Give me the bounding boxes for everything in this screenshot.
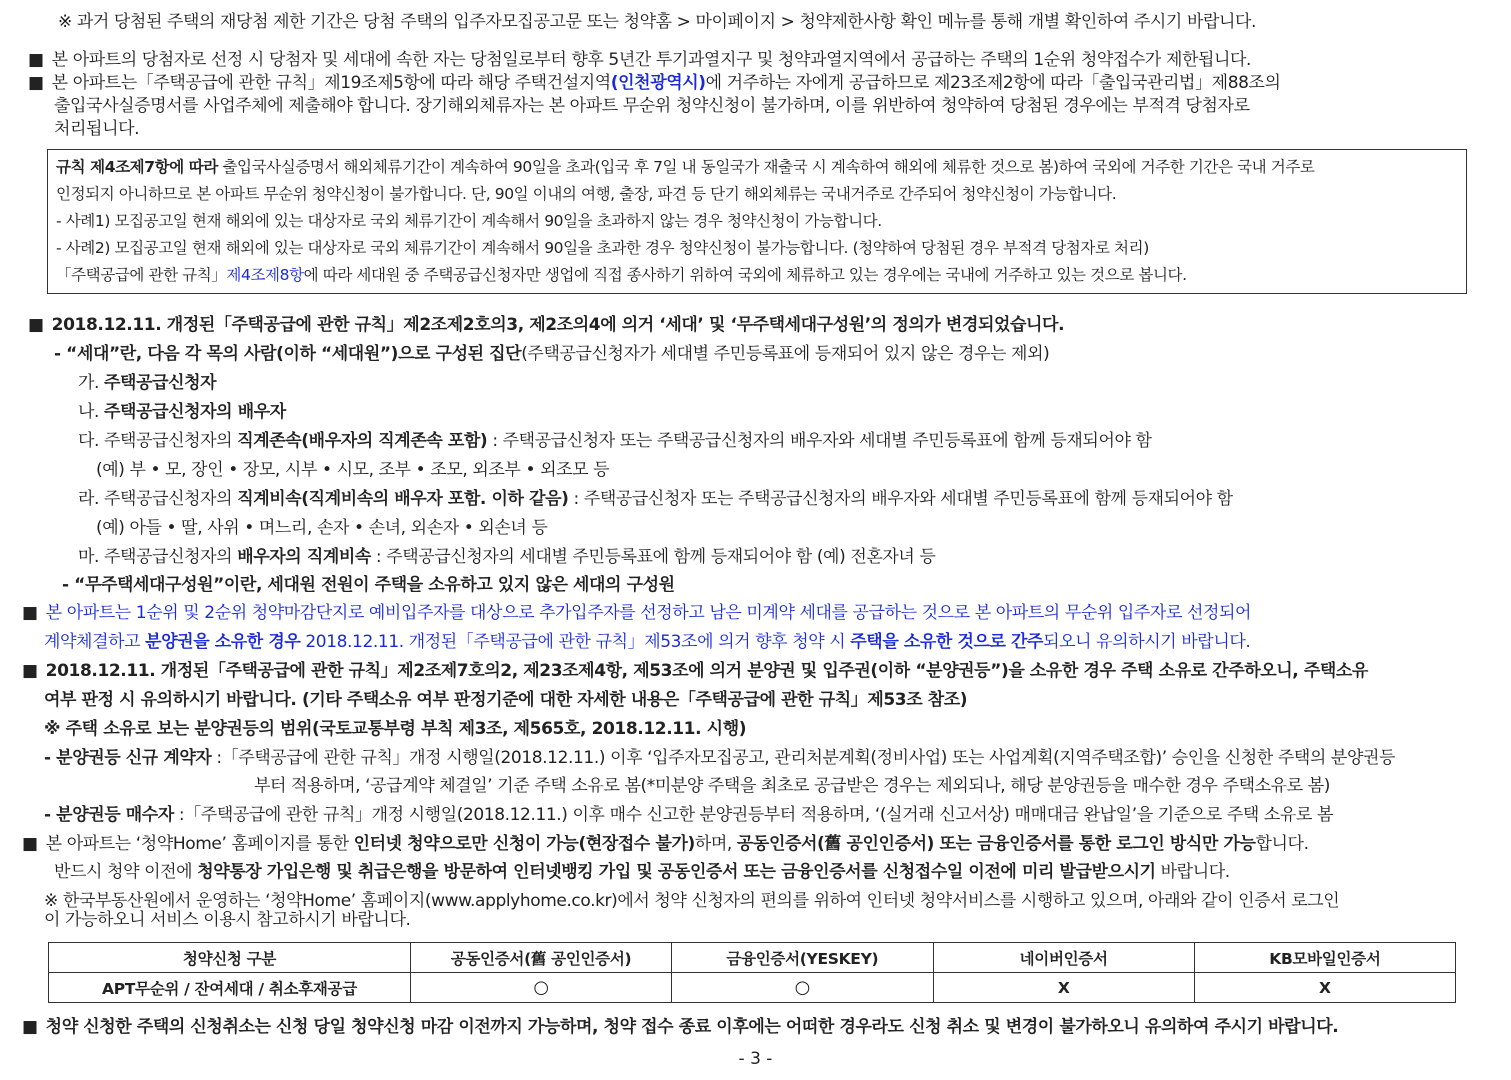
table-cell: ○: [410, 973, 671, 1003]
bullet: ■: [22, 603, 38, 623]
internet-note-line2: 이 가능하오니 서비스 이용시 참고하시기 바랍니다.: [44, 910, 411, 930]
table-header-cell: 금융인증서(YESKEY): [672, 943, 933, 973]
internet-note-line1: ※ 한국부동산원에서 운영하는 ‘청약Home’ 홈페이지(www.applyhome.co.kr)에서 청약 신청자의 편의를 위하여 인터넷 청약서비스를 시행하고 있으며, 아래와 같이 인증서 로그인: [44, 891, 1340, 911]
text: 에 따라 세대원 중 주택공급신청자만 생업에 직접 종사하기 위하여 국외에 체류하고 있는 경우에는 국내에 거주하고 있는 것으로 봅니다.: [303, 266, 1187, 284]
text: :「주택공급에 관한 규칙」개정 시행일(2018.12.11.) 이후 ‘입주자모집공고, 관리처분계획(정비사업) 또는 사업계획(지역주택조합)’ 승인을 신청한 주택의 분양권등: [211, 748, 1396, 768]
rule-box-case1: - 사례1) 모집공고일 현재 해외에 있는 대상자로 국외 체류기간이 계속해서 90일을 초과하지 않는 경우 청약신청이 가능합니다.: [56, 212, 882, 230]
rule-box-line1: [56, 157, 1315, 177]
household-definition: [54, 343, 1049, 365]
text: 다. 주택공급신청자의: [78, 431, 238, 451]
text: 본 아파트는 1순위 및 2순위 청약마감단지로 예비입주자를 대상으로 추가입주자를 선정하고 남은 미계약 세대를 공급하는 것으로 본 아파트의 무순위 입주자로 선정되어: [45, 603, 1252, 623]
bullet: ■: [28, 50, 44, 70]
para-winner-restriction: [28, 49, 1251, 71]
page-number: - 3 -: [738, 1049, 773, 1069]
new-contractor-line2: 부터 적용하며, ‘공급계약 체결일’ 기준 주택 소유로 봄(*미분양 주택을 최초로 공급받은 경우는 제외되나, 해당 분양권등을 매수한 경우 주택소유로 봄): [254, 776, 1330, 796]
text: :「주택공급에 관한 규칙」개정 시행일(2018.12.11.) 이후 매수 신고한 분양권등부터 적용하며, ‘(실거래 신고서상) 매매대금 완납일’을 기준으로 주택 소유로 봄: [173, 805, 1333, 825]
reapply-note: ※ 과거 당첨된 주택의 재당첨 제한 기간은 당첨 주택의 입주자모집공고문 또는 청약홈 > 마이페이지 > 청약제한사항 확인 메뉴를 통해 개별 확인하여 주시기 바랍니다.: [58, 12, 1257, 32]
bullet: ■: [22, 834, 38, 854]
table-row: [49, 973, 1456, 1003]
para-residency-line2: 출입국사실증명서를 사업주체에 제출해야 합니다. 장기해외체류자는 본 아파트 무순위 청약신청이 불가하며, 이를 위반하여 청약하여 당첨된 경우에는 부적격 당첨자로: [54, 96, 1250, 116]
internet-line2: [54, 861, 1230, 883]
internet-line1: [22, 833, 1309, 855]
text: 2018.12.11. 개정된「주택공급에 관한 규칙」제53조에 의거 향후 청약 시: [300, 632, 851, 652]
para-text: 본 아파트의 당첨자로 선정 시 당첨자 및 세대에 속한 자는 당첨일로부터 향후 5년간 투기과열지구 및 청약과열지역에서 공급하는 주택의 1순위 청약접수가 제한됩니다.: [51, 50, 1252, 70]
text: : 주택공급신청자 또는 주택공급신청자의 배우자와 세대별 주민등록표에 함께 등재되어야 함: [487, 431, 1152, 451]
text: : 주택공급신청자 또는 주택공급신청자의 배우자와 세대별 주민등록표에 함께 등재되어야 함: [568, 489, 1233, 509]
household-item-ga: [78, 372, 216, 394]
region-highlight: (인천광역시): [610, 73, 706, 93]
blue-para-line2: [44, 631, 1250, 653]
text: 직계비속(직계비속의 배우자 포함. 이하 같음): [237, 489, 569, 509]
text: : 주택공급신청자의 세대별 주민등록표에 함께 등재되어야 함 (예) 전혼자녀 등: [370, 547, 936, 567]
text: 주택공급신청자: [104, 373, 217, 393]
household-item-ra: [78, 488, 1233, 510]
household-item-na: [78, 401, 286, 423]
cancel-notice: [22, 1016, 1338, 1038]
text: 본 아파트는 ‘청약Home’ 홈페이지를 통한: [45, 834, 354, 854]
bullet: ■: [22, 1017, 38, 1037]
bullet: ■: [28, 315, 44, 335]
text: 되오니 유의하시기 바랍니다.: [1043, 632, 1251, 652]
table-cell: APT무순위 / 잔여세대 / 취소후재공급: [49, 973, 411, 1003]
table-cell: X: [933, 973, 1194, 1003]
text: (주택공급신청자가 세대별 주민등록표에 등재되어 있지 않은 경우는 제외): [521, 344, 1050, 364]
para-residency-line3: 처리됩니다.: [54, 119, 140, 139]
household-item-da: [78, 430, 1152, 452]
text: 에 거주하는 자에게 공급하므로 제23조제2항에 따라「출입국관리법」제88조의: [705, 73, 1281, 93]
rule-box-case2: - 사례2) 모집공고일 현재 해외에 있는 대상자로 국외 체류기간이 계속해서 90일을 초과한 경우 청약신청이 불가능합니다. (청약하여 당첨된 경우 부적격 당첨자로 처리): [56, 239, 1149, 257]
text: 라. 주택공급신청자의: [78, 489, 238, 509]
text: 청약 신청한 주택의 신청취소는 신청 당일 청약신청 마감 이전까지 가능하며, 청약 접수 종료 이후에는 어떠한 경우라도 신청 취소 및 변경이 불가하오니 유의하여 주시기 바랍니다.: [45, 1017, 1339, 1037]
table-cell: X: [1194, 973, 1455, 1003]
text: 2018.12.11. 개정된「주택공급에 관한 규칙」제2조제2호의3, 제2조의4에 의거 ‘세대’ 및 ‘무주택세대구성원’의 정의가 변경되었습니다.: [51, 315, 1065, 335]
ownership-line1: [22, 660, 1368, 682]
household-example-da: (예) 부 • 모, 장인 • 장모, 시부 • 시모, 조부 • 조모, 외조부 • 외조모 등: [96, 460, 610, 480]
household-item-ma: [78, 546, 935, 568]
text: - 분양권등 신규 계약자: [44, 748, 212, 768]
text: 반드시 청약 이전에: [54, 862, 198, 882]
no-house-definition: - “무주택세대구성원”이란, 세대원 전원이 주택을 소유하고 있지 않은 세대의 구성원: [62, 575, 675, 595]
text: 바랍니다.: [1155, 862, 1230, 882]
table-header-cell: 청약신청 구분: [49, 943, 411, 973]
table-header-cell: 공동인증서(舊 공인인증서): [410, 943, 671, 973]
text: 마. 주택공급신청자의: [78, 547, 238, 567]
text: 청약통장 가입은행 및 취급은행을 방문하여 인터넷뱅킹 가입 및 공동인증서 또는 금융인증서를 신청접수일 이전에 미리 발급받으시기: [197, 862, 1156, 882]
text: 분양권을 소유한 경우: [145, 632, 301, 652]
rule-box-line5: [56, 265, 1187, 285]
rule-link[interactable]: 제4조제8항: [226, 266, 304, 284]
text: 배우자의 직계비속: [237, 547, 371, 567]
text: - “세대”란, 다음 각 목의 사람(이하 “세대원”)으로 구성된 집단: [54, 344, 522, 364]
text: 주택공급신청자의 배우자: [104, 402, 286, 422]
text: 주택을 소유한 것으로 간주: [850, 632, 1044, 652]
household-example-ra: (예) 아들 • 딸, 사위 • 며느리, 손자 • 손녀, 외손자 • 외손녀 등: [96, 518, 548, 538]
ownership-line2: 여부 판정 시 유의하시기 바랍니다. (기타 주택소유 여부 판정기준에 대한 자세한 내용은「주택공급에 관한 규칙」제53조 참조): [44, 690, 968, 710]
buyer-line: [44, 804, 1333, 826]
text: 가.: [78, 373, 105, 393]
table-header-cell: 네이버인증서: [933, 943, 1194, 973]
text: 공동인증서(舊 공인인증서) 또는 금융인증서를 통한 로그인 방식만 가능: [736, 834, 1256, 854]
text: 본 아파트는「주택공급에 관한 규칙」제19조제5항에 따라 해당 주택건설지역: [51, 73, 611, 93]
text: 2018.12.11. 개정된「주택공급에 관한 규칙」제2조제7호의2, 제23조제4항, 제53조에 의거 분양권 및 입주권(이하 “분양권등”)을 소유한 경우 주택 소유로 간주하오니, 주택소유: [45, 661, 1368, 681]
rule-box-line2: 인정되지 아니하므로 본 아파트 무순위 청약신청이 불가합니다. 단, 90일 이내의 여행, 출장, 파견 등 단기 해외체류는 국내거주로 간주되어 청약신청이 가능합니다.: [56, 185, 1117, 203]
para-residency-line1: [28, 72, 1281, 94]
table-header-cell: KB모바일인증서: [1194, 943, 1455, 973]
rule-ref: 규칙 제4조제7항에 따라: [56, 158, 218, 176]
text: 「주택공급에 관한 규칙」: [56, 266, 227, 284]
text: - 분양권등 매수자: [44, 805, 174, 825]
text: 출입국사실증명서 해외체류기간이 계속하여 90일을 초과(입국 후 7일 내 동일국가 재출국 시 계속하여 해외에 체류한 것으로 봄)하여 국외에 거주한 기간은 국내 거주로: [217, 158, 1315, 176]
table-header-row: [49, 943, 1456, 973]
text: 합니다.: [1255, 834, 1309, 854]
text: 인터넷 청약으로만 신청이 가능(현장접수 불가): [353, 834, 695, 854]
blue-para-line1: [22, 602, 1251, 624]
ownership-scope: ※ 주택 소유로 보는 분양권등의 범위(국토교통부령 부칙 제3조, 제565호, 2018.12.11. 시행): [44, 719, 747, 739]
household-title: [28, 314, 1064, 336]
text: 계약체결하고: [44, 632, 146, 652]
text: 나.: [78, 402, 105, 422]
bullet: ■: [22, 661, 38, 681]
bullet: ■: [28, 73, 44, 93]
text: 하며,: [694, 834, 737, 854]
new-contractor-line1: [44, 747, 1395, 769]
table-cell: ○: [672, 973, 933, 1003]
certificate-table: [48, 942, 1456, 1003]
text: 직계존속(배우자의 직계존속 포함): [237, 431, 488, 451]
